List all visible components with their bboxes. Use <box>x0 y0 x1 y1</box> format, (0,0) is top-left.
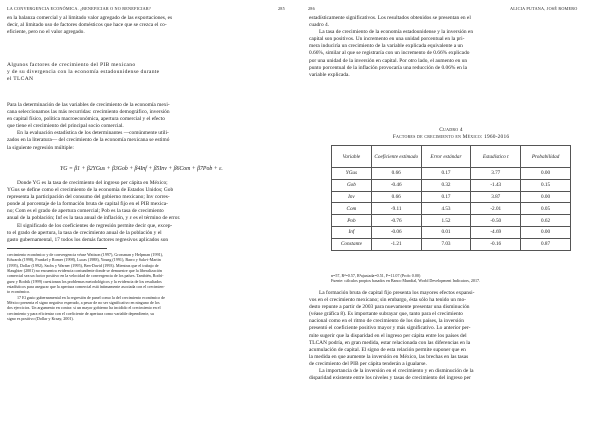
text-line: en capital físico, política macroeconómica, apertura comercial y el efecto <box>7 116 165 123</box>
text-line: En la evaluación estadística de los determinantes —comúnmente utili- <box>17 130 169 137</box>
body-paragraph-2 <box>7 180 290 244</box>
table-cell: -0.16 <box>471 238 521 250</box>
text-line: (véase gráfica 8). Es importante subrayar que, tanto para el crecimiento <box>309 311 463 318</box>
table-cell: 0.87 <box>521 238 571 250</box>
table-header-row <box>332 146 571 168</box>
text-line: 0.66%, similar al que se registraría con un incremento de 0.66% explicado <box>309 50 470 57</box>
table-cell: 0.05 <box>521 203 571 215</box>
text-line: La tasa de crecimiento de la economía estadounidense y la inversión en <box>319 29 474 36</box>
text-line: TLCAN podría, en gran medida, estar relacionada con las diferencias en la <box>309 339 471 346</box>
heading-line: el TLCAN <box>7 76 34 83</box>
text-line: zados en la literatura— del crecimiento de la economía mexicana se estimó <box>7 137 170 144</box>
text-line: estadísticamente significativos. Los resultados obtenidos se presentan en el <box>309 15 471 21</box>
footnote-line: México presenta el signo negativo esperado, a pesar de no ser significativo en ninguno de los <box>7 300 160 306</box>
footnote-line: (1995), Dollar (1992), Sachs y Warner (1995), Ben-David (1993). Mientras que el trabajo de <box>7 262 159 268</box>
table-cell: 7.03 <box>421 238 471 250</box>
table-cell: 0.15 <box>521 179 571 191</box>
table-cell: 0.17 <box>421 191 471 203</box>
table-cell: 0.32 <box>421 179 471 191</box>
table-cell: -0.50 <box>471 215 521 227</box>
table-cell: -0.06 <box>371 226 421 238</box>
text-line: La importancia de la inversión en el crecimiento y en disminución de la <box>319 368 474 375</box>
text-line: representa la participación del consumo del gobierno mexicano; Inv corres- <box>7 194 170 201</box>
table-cell: Com <box>332 203 372 215</box>
heading-line: y de su divergencia con la economía estadounidense durante <box>7 69 160 76</box>
text-line: cana seleccionamos las más recurridas: crecimiento demográfico, inversión <box>7 109 170 116</box>
table-cell: -4.69 <box>471 226 521 238</box>
footnotes <box>7 252 290 321</box>
column-header: Estadístico t <box>471 146 521 168</box>
table-cell: -2.01 <box>471 203 521 215</box>
text-line: mera induciría un crecimiento de la variable explicada equivalente a un <box>309 43 463 50</box>
footnote-line: guez y Rodrik (1999) cuestionan los problemas metodológicos y la evidencia de los resultados <box>7 278 162 284</box>
table-notes <box>331 273 591 284</box>
text-line: eficiente, pero no el valor agregado. <box>7 29 85 36</box>
table-row <box>332 215 571 227</box>
table-cell: 0.66 <box>371 191 421 203</box>
text-line: Donde YG es la tasa de crecimiento del ingreso per cápita en México; <box>17 180 168 186</box>
text-line: la medida en que aumente la inversión en México, las brechas en las tasas <box>309 353 469 360</box>
footnote-line: signo es positivo (Dollar y Kraay, 2001). <box>7 316 74 322</box>
page-number: 286 <box>308 6 315 11</box>
text-line: El significado de los coeficientes de regresión permite decir que, excep- <box>17 222 173 229</box>
text-line: to el grado de apertura, la tasa de crecimiento anual de la población y el <box>7 229 162 236</box>
text-line: decir, al limitado uso de factores domésticos que hace que se crezca el co- <box>7 22 167 29</box>
body-paragraph-bottom <box>309 290 593 382</box>
table-source-note: Fuente: cálculos propios basados en Banco Mundial, World Development Indicators, 2017. <box>331 278 481 284</box>
text-line: punto porcentual de la inflación provocaría una reducción de 0.06% en la <box>309 64 468 71</box>
text-line: capital son positivos. Un incremento en una unidad porcentual en la pri- <box>309 36 465 43</box>
table-cell: 0.00 <box>521 168 571 180</box>
text-line: no; Com es el grado de apertura comercial; Pob es la tasa de crecimiento <box>7 208 164 215</box>
table-cell: Inv <box>332 191 372 203</box>
footnote-line: to económico. <box>7 289 31 295</box>
table-row <box>332 179 571 191</box>
text-line: gasto gubernamental, 17 todos los demás factores regresivos aplicados son <box>7 236 169 243</box>
footnote-divider <box>7 248 107 249</box>
column-header: Error estándar <box>421 146 471 168</box>
text-line: en la balanza comercial y al limitado valor agregado de las exportaciones, es <box>7 15 173 21</box>
text-line: la siguiente regresión múltiple: <box>7 144 74 151</box>
text-line: cuadro 4. <box>309 22 330 29</box>
text-line: disparidad existente entre los niveles y tasas de crecimiento del ingreso per <box>309 375 471 382</box>
table-cell: 0.62 <box>521 215 571 227</box>
text-line: Para la determinación de las variables de crecimiento de la economía mexi- <box>7 102 170 108</box>
footnote-line: estadísticos para asegurar que la apertura comercial está íntimamente asociada con el crecimien- <box>7 284 165 290</box>
text-line: ponde al porcentaje de la formación bruta de capital fijo en el PIB mexica- <box>7 201 168 208</box>
column-header: Variable <box>332 146 372 168</box>
table-cell: Gob <box>332 179 372 191</box>
section-heading <box>7 62 290 83</box>
table-cell: 0.66 <box>371 168 421 180</box>
table-row <box>332 238 571 250</box>
text-line: mite sugerir que la disparidad en el ingreso per cápita entre los países del <box>309 332 467 339</box>
text-line: de crecimiento del PIB per cápita tenderán a igualarse. <box>309 360 427 367</box>
footnote-line: dos ejercicios. Un argumento en contra: si un mayor gobierno ha incidido el crecimiento en el <box>7 305 161 311</box>
table-cell: 4.53 <box>421 203 471 215</box>
table-row <box>332 203 571 215</box>
footnote-line: crecimiento y para eficientar con el coeficiente de apertura como variable dependiente, su <box>7 310 154 316</box>
text-line: La formación bruta de capital fijo presenta los mayores efectos expansi- <box>319 290 475 296</box>
text-line: por una unidad de la inversión en capital. Por otro lado, el aumento en un <box>309 57 468 64</box>
table-cell: 0.00 <box>521 226 571 238</box>
table-cell: -9.11 <box>371 203 421 215</box>
text-line: variable explicada. <box>309 71 350 78</box>
table-cell: 3.77 <box>471 168 521 180</box>
table-row <box>332 191 571 203</box>
table-label: Cuadro 4 <box>439 127 463 133</box>
right-page <box>300 0 600 431</box>
table-cell: Constante <box>332 238 372 250</box>
table-cell: Pob <box>332 215 372 227</box>
table-cell: 0.01 <box>421 226 471 238</box>
table-cell: -0.76 <box>371 215 421 227</box>
text-line: presentó el coeficiente positivo mayor y más significativo. Lo anterior per- <box>309 325 471 332</box>
footnote-line: 17 El gasto gubernamental en la regresión de panel como la del crecimiento económico de <box>17 294 166 300</box>
column-header: Coeficiente estimado <box>371 146 421 168</box>
text-line: anual de la población; Inf es la tasa anual de inflación, y ε es el término de error. <box>7 215 181 222</box>
footnote-line: comercial sea un factor positivo en la velocidad de convergencia de los países. También, Rodrí- <box>7 273 164 279</box>
footnote-line: Slaughter (2001) no encuentra evidencia contundente donde se demuestre que la liberalización <box>7 268 162 274</box>
body-paragraph-top <box>309 15 593 79</box>
heading-line: Algunos factores de crecimiento del PIB mexicano <box>7 62 136 68</box>
table-cell: 3.87 <box>471 191 521 203</box>
text-line: desto repunte a partir de 2003 para nuevamente presentar una disminución <box>309 304 470 311</box>
page-number: 285 <box>278 6 285 11</box>
regression-equation: YG = β1 + β2YGus + β3Gob + β4Inf + β5Inv + β6Com + β7Pob + ε. <box>60 166 223 172</box>
table-cell: -0.46 <box>371 179 421 191</box>
table-title: Factores de crecimiento en México: 1960-2016 <box>392 134 510 140</box>
table-cell: -1.21 <box>371 238 421 250</box>
table-cell: -1.43 <box>471 179 521 191</box>
running-header-authors: ALICIA PUTANA, JOSÉ ROMERO <box>510 6 578 11</box>
column-header: Probabilidad <box>521 146 571 168</box>
table-row <box>332 168 571 180</box>
table-stats-note: n=57, R²=0.57, R²ajustada=0.51, F=11.07 (Prob: 0.00) <box>331 273 421 278</box>
table-cell: 1.52 <box>421 215 471 227</box>
table-cell: YGus <box>332 168 372 180</box>
text-line: nacional como en el ritmo de crecimiento de los dos países, la inversión <box>309 318 464 325</box>
table-caption <box>331 127 571 141</box>
intro-paragraph <box>7 15 290 36</box>
text-line: que tiene el crecimiento del principal socio comercial. <box>7 123 124 130</box>
table-cell: 0.00 <box>521 191 571 203</box>
running-header-title: LA CONVERGENCIA ECONÓMICA. ¿BENEFICIAR O NO BENEFICIAR? <box>7 6 151 11</box>
text-line: acumulación de capital. El signo de esta relación permite suponer que en <box>309 346 466 353</box>
table-row <box>332 226 571 238</box>
text-line: vos en el crecimiento mexicano; sin embargo, ésta sólo ha tenido un mo- <box>309 297 466 304</box>
body-paragraph-1 <box>7 102 290 152</box>
table-cell: 0.17 <box>421 168 471 180</box>
footnote-line: crecimiento económico y de convergencia véase Wattson (1997), Grossman y Helpman (1991), <box>7 252 164 257</box>
text-line: YGus se define como el crecimiento de la economía de Estados Unidos; Gob <box>7 187 174 194</box>
table-cell: Inf <box>332 226 372 238</box>
growth-factors-table <box>331 145 571 251</box>
footnote-line: Edwards (1998), Frankel y Romer (1998), Lucas (1988), Young (1991), Barro y Sala-i-Martin <box>7 257 161 263</box>
